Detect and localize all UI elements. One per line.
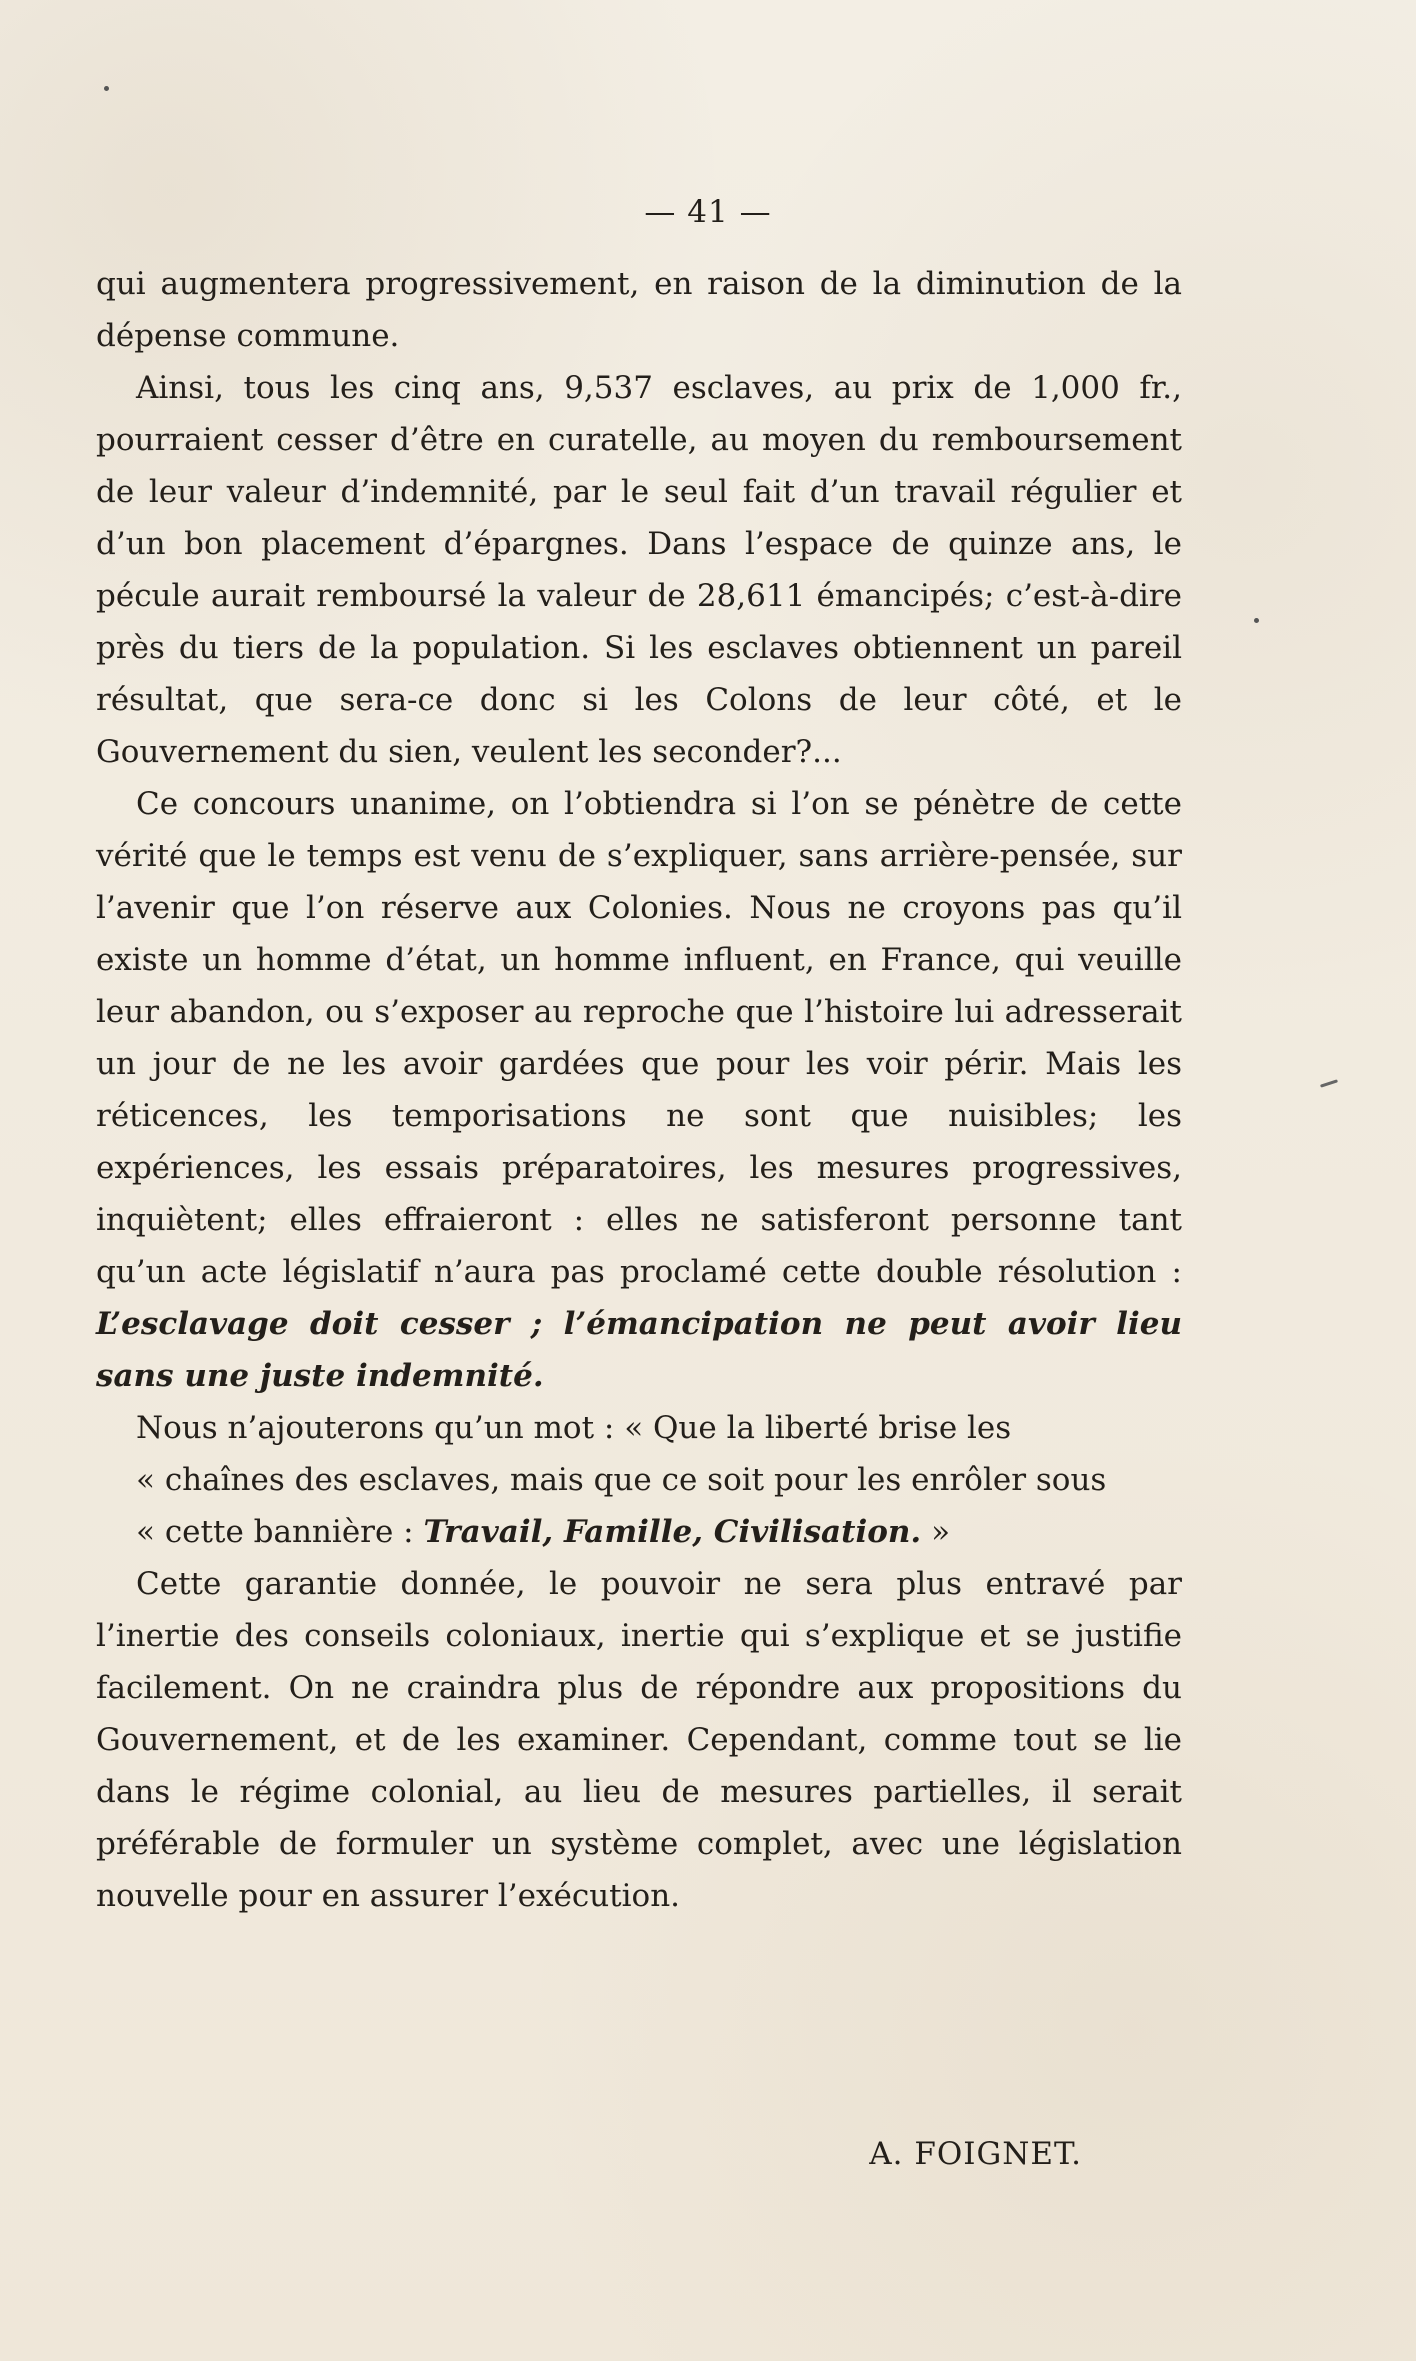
- quote-line-3: [96, 1506, 1182, 1558]
- signature: A. FOIGNET.: [869, 2136, 1082, 2172]
- quote-line-2: « chaînes des esclaves, mais que ce soit pour les enrôler sous: [136, 1462, 1107, 1498]
- paragraph-3-italic: L’esclavage doit cesser ; l’émancipation ne peut avoir lieu sans une juste indemnité.: [96, 1306, 1182, 1394]
- ink-speck: [104, 86, 109, 91]
- paragraph-1: qui augmentera progressivement, en raison de la diminution de la dépense commune.: [96, 266, 1182, 354]
- ink-mark: [1320, 1079, 1338, 1087]
- paragraph-4: [96, 1402, 1182, 1558]
- page-text: [96, 258, 1182, 1922]
- quote-line-3-prefix: « cette bannière :: [136, 1514, 424, 1550]
- paragraph-2: Ainsi, tous les cinq ans, 9,537 esclaves, au prix de 1,000 fr., pourraient cesser d’être en curatelle, au moyen du remboursement de leur valeur d’indemnité, par le seul fait d’un travail régulier et d’un bon placement d’épargnes. Dans l’espace de quinze ans, le pécule aurait remboursé la valeur de 28,611 émancipés; c’est-à-dire près du tiers de la population. Si les esclaves obtiennent un pareil résultat, que sera-ce donc si les Colons de leur côté, et le Gouvernement du sien, veulent les seconder?...: [96, 370, 1182, 770]
- quote-line-1: Nous n’ajouterons qu’un mot : « Que la liberté brise les: [136, 1410, 1012, 1446]
- paragraph-5: Cette garantie donnée, le pouvoir ne sera plus entravé par l’inertie des conseils coloniaux, inertie qui s’explique et se justifie facilement. On ne craindra plus de répondre aux propositions du Gouvernement, et de les examiner. Cependant, comme tout se lie dans le régime colonial, au lieu de mesures partielles, il serait préférable de formuler un système complet, avec une législation nouvelle pour en assurer l’exécution.: [96, 1566, 1182, 1914]
- quote-line-3-italic: Travail, Famille, Civilisation.: [423, 1514, 922, 1550]
- page-number: — 41 —: [644, 194, 772, 230]
- quote-line-3-suffix: »: [921, 1514, 951, 1550]
- paragraph-3-text: Ce concours unanime, on l’obtiendra si l’on se pénètre de cette vérité que le temps est venu de s’expliquer, sans arrière-pensée, sur l’avenir que l’on réserve aux Colonies. Nous ne croyons pas qu’il existe un homme d’état, un homme influent, en France, qui veuille leur abandon, ou s’exposer au reproche que l’histoire lui adresserait un jour de ne les avoir gardées que pour les voir périr. Mais les réticences, les temporisations ne sont que nuisibles; les expériences, les essais préparatoires, les mesures progressives, inquiètent; elles effraieront : elles ne satisferont personne tant qu’un acte législatif n’aura pas proclamé cette double résolution :: [96, 786, 1182, 1290]
- ink-speck: [1254, 618, 1259, 623]
- paragraph-3: [96, 778, 1182, 1402]
